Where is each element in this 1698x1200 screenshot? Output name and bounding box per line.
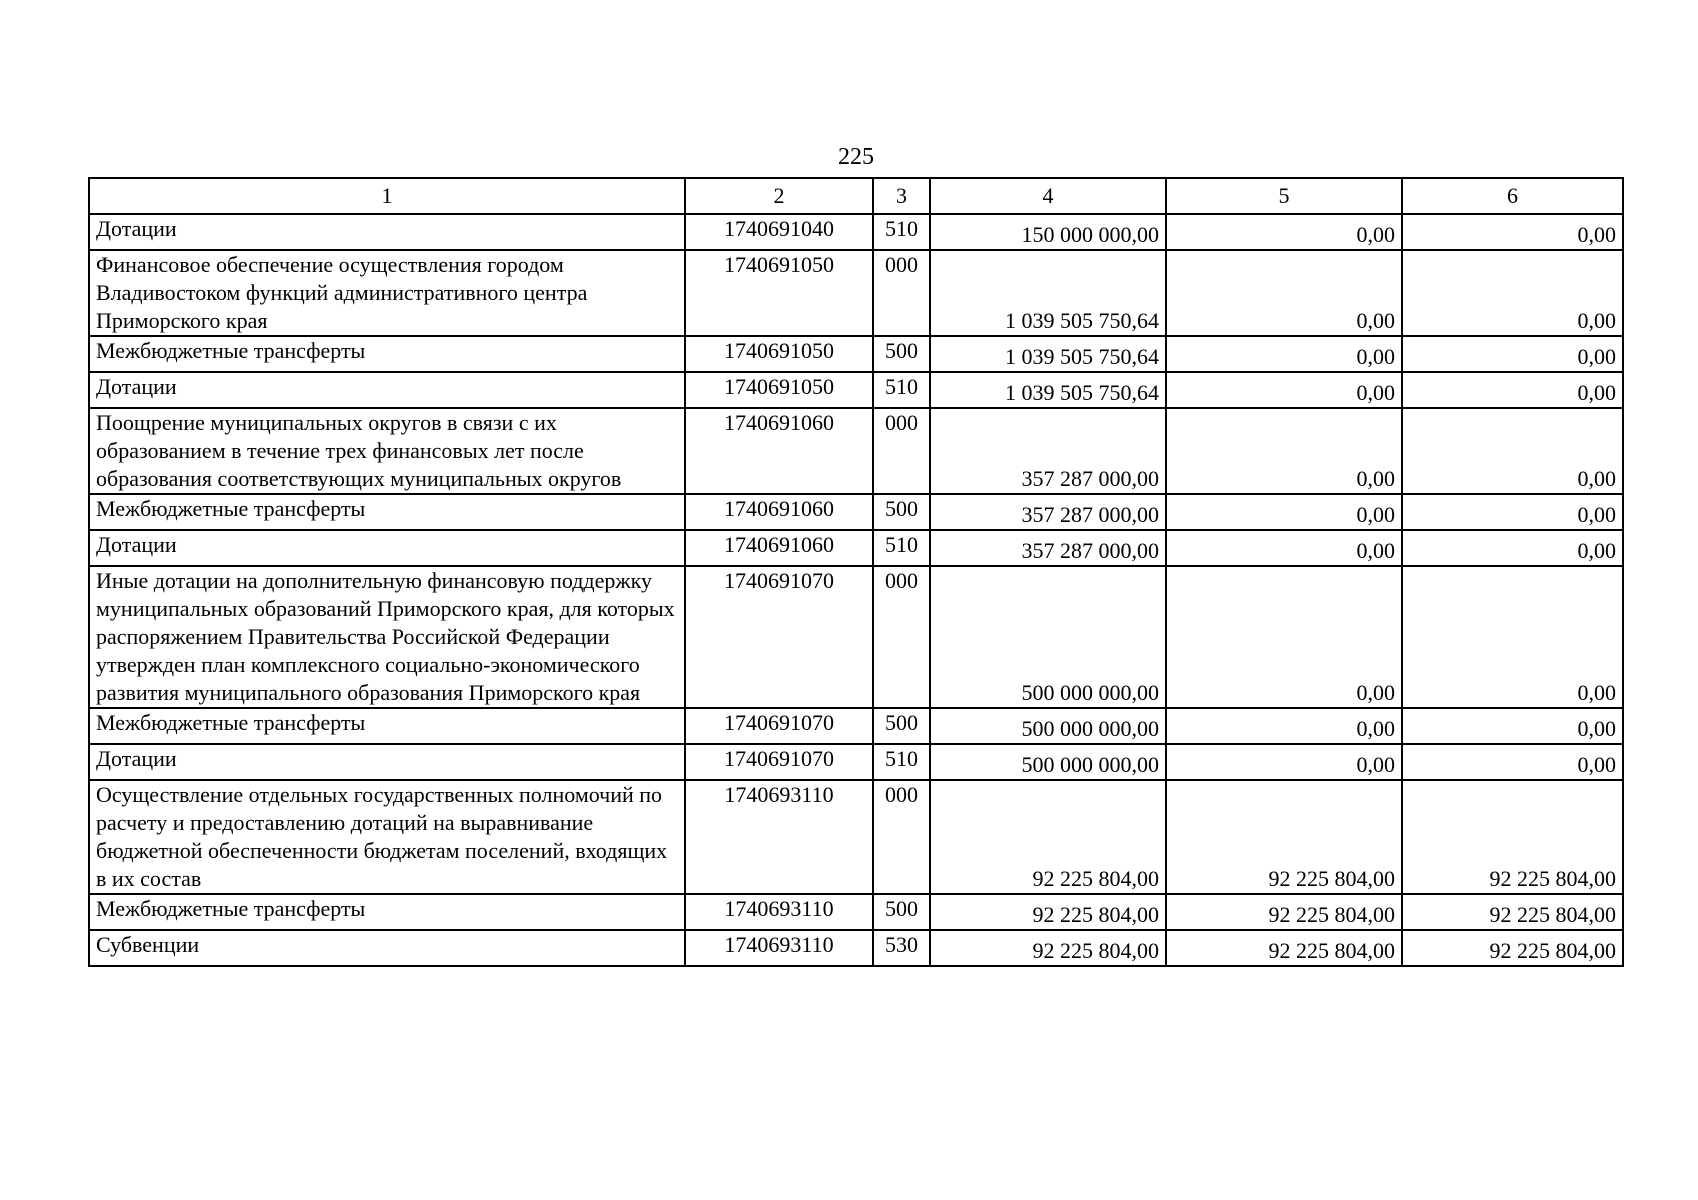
- row-name: Финансовое обеспечение осуществления городом Владивостоком функций административного центра Приморского края: [89, 250, 685, 336]
- table-row: [89, 930, 1623, 966]
- row-code: 1740693110: [685, 780, 873, 894]
- row-value-4: 500 000 000,00: [930, 744, 1166, 780]
- row-kind: 500: [873, 336, 930, 372]
- row-value-6: 0,00: [1402, 494, 1623, 530]
- table-row: [89, 214, 1623, 250]
- row-kind: 510: [873, 372, 930, 408]
- table-row: [89, 530, 1623, 566]
- row-value-5: 0,00: [1166, 530, 1402, 566]
- row-value-6: 0,00: [1402, 744, 1623, 780]
- row-name: Дотации: [89, 530, 685, 566]
- row-value-5: 0,00: [1166, 250, 1402, 336]
- row-kind: 500: [873, 894, 930, 930]
- row-value-5: 0,00: [1166, 372, 1402, 408]
- row-value-4: 357 287 000,00: [930, 530, 1166, 566]
- row-value-5: 0,00: [1166, 494, 1402, 530]
- table-row: [89, 336, 1623, 372]
- row-code: 1740691040: [685, 214, 873, 250]
- row-value-6: 92 225 804,00: [1402, 930, 1623, 966]
- row-kind: 510: [873, 744, 930, 780]
- row-code: 1740693110: [685, 930, 873, 966]
- row-name: Межбюджетные трансферты: [89, 336, 685, 372]
- header-col-5: 5: [1166, 178, 1402, 214]
- row-code: 1740691060: [685, 530, 873, 566]
- row-value-4: 1 039 505 750,64: [930, 372, 1166, 408]
- row-value-5: 0,00: [1166, 744, 1402, 780]
- row-name: Дотации: [89, 214, 685, 250]
- row-code: 1740691060: [685, 494, 873, 530]
- table-row: [89, 780, 1623, 894]
- row-value-5: 0,00: [1166, 336, 1402, 372]
- row-kind: 530: [873, 930, 930, 966]
- table-row: [89, 408, 1623, 494]
- row-value-5: 92 225 804,00: [1166, 894, 1402, 930]
- row-kind: 000: [873, 408, 930, 494]
- table-row: [89, 494, 1623, 530]
- budget-table: [88, 177, 1624, 967]
- row-value-4: 500 000 000,00: [930, 566, 1166, 708]
- row-kind: 000: [873, 566, 930, 708]
- row-value-4: 357 287 000,00: [930, 494, 1166, 530]
- row-kind: 000: [873, 780, 930, 894]
- header-col-6: 6: [1402, 178, 1623, 214]
- header-col-4: 4: [930, 178, 1166, 214]
- row-name: Поощрение муниципальных округов в связи с их образованием в течение трех финансовых лет после образования соответствующих муниципальных округов: [89, 408, 685, 494]
- row-name: Осуществление отдельных государственных полномочий по расчету и предоставлению дотаций на выравнивание бюджетной обеспеченности бюджетам поселений, входящих в их состав: [89, 780, 685, 894]
- row-code: 1740691070: [685, 744, 873, 780]
- row-value-6: 0,00: [1402, 336, 1623, 372]
- row-value-5: 0,00: [1166, 708, 1402, 744]
- table-row: [89, 372, 1623, 408]
- row-value-6: 0,00: [1402, 214, 1623, 250]
- row-kind: 510: [873, 214, 930, 250]
- row-value-6: 0,00: [1402, 372, 1623, 408]
- row-name: Межбюджетные трансферты: [89, 894, 685, 930]
- table-row: [89, 566, 1623, 708]
- header-col-3: 3: [873, 178, 930, 214]
- row-value-6: 92 225 804,00: [1402, 894, 1623, 930]
- row-value-4: 92 225 804,00: [930, 780, 1166, 894]
- row-value-5: 0,00: [1166, 214, 1402, 250]
- table-row: [89, 708, 1623, 744]
- row-value-4: 92 225 804,00: [930, 930, 1166, 966]
- row-value-4: 92 225 804,00: [930, 894, 1166, 930]
- row-code: 1740691070: [685, 708, 873, 744]
- row-code: 1740691050: [685, 250, 873, 336]
- row-value-5: 92 225 804,00: [1166, 780, 1402, 894]
- row-name: Дотации: [89, 744, 685, 780]
- row-value-4: 500 000 000,00: [930, 708, 1166, 744]
- row-code: 1740691050: [685, 336, 873, 372]
- row-value-5: 0,00: [1166, 408, 1402, 494]
- row-kind: 500: [873, 494, 930, 530]
- table-row: [89, 744, 1623, 780]
- row-kind: 000: [873, 250, 930, 336]
- row-value-6: 0,00: [1402, 250, 1623, 336]
- page-number: 225: [838, 144, 874, 170]
- row-name: Межбюджетные трансферты: [89, 708, 685, 744]
- row-code: 1740691070: [685, 566, 873, 708]
- row-value-4: 1 039 505 750,64: [930, 336, 1166, 372]
- table-row: [89, 250, 1623, 336]
- row-value-6: 0,00: [1402, 530, 1623, 566]
- row-name: Субвенции: [89, 930, 685, 966]
- row-value-5: 0,00: [1166, 566, 1402, 708]
- header-col-1: 1: [89, 178, 685, 214]
- row-kind: 500: [873, 708, 930, 744]
- table-header-row: [89, 178, 1623, 214]
- header-col-2: 2: [685, 178, 873, 214]
- row-value-5: 92 225 804,00: [1166, 930, 1402, 966]
- row-value-4: 150 000 000,00: [930, 214, 1166, 250]
- table-row: [89, 894, 1623, 930]
- row-value-4: 357 287 000,00: [930, 408, 1166, 494]
- row-value-6: 92 225 804,00: [1402, 780, 1623, 894]
- row-value-4: 1 039 505 750,64: [930, 250, 1166, 336]
- row-value-6: 0,00: [1402, 566, 1623, 708]
- row-name: Межбюджетные трансферты: [89, 494, 685, 530]
- row-kind: 510: [873, 530, 930, 566]
- row-name: Дотации: [89, 372, 685, 408]
- row-value-6: 0,00: [1402, 708, 1623, 744]
- row-code: 1740691050: [685, 372, 873, 408]
- row-name: Иные дотации на дополнительную финансовую поддержку муниципальных образований Приморского края, для которых распоряжением Правительства Российской Федерации утвержден план комплексного социально-экономического развития муниципального образования Приморского края: [89, 566, 685, 708]
- row-value-6: 0,00: [1402, 408, 1623, 494]
- row-code: 1740693110: [685, 894, 873, 930]
- row-code: 1740691060: [685, 408, 873, 494]
